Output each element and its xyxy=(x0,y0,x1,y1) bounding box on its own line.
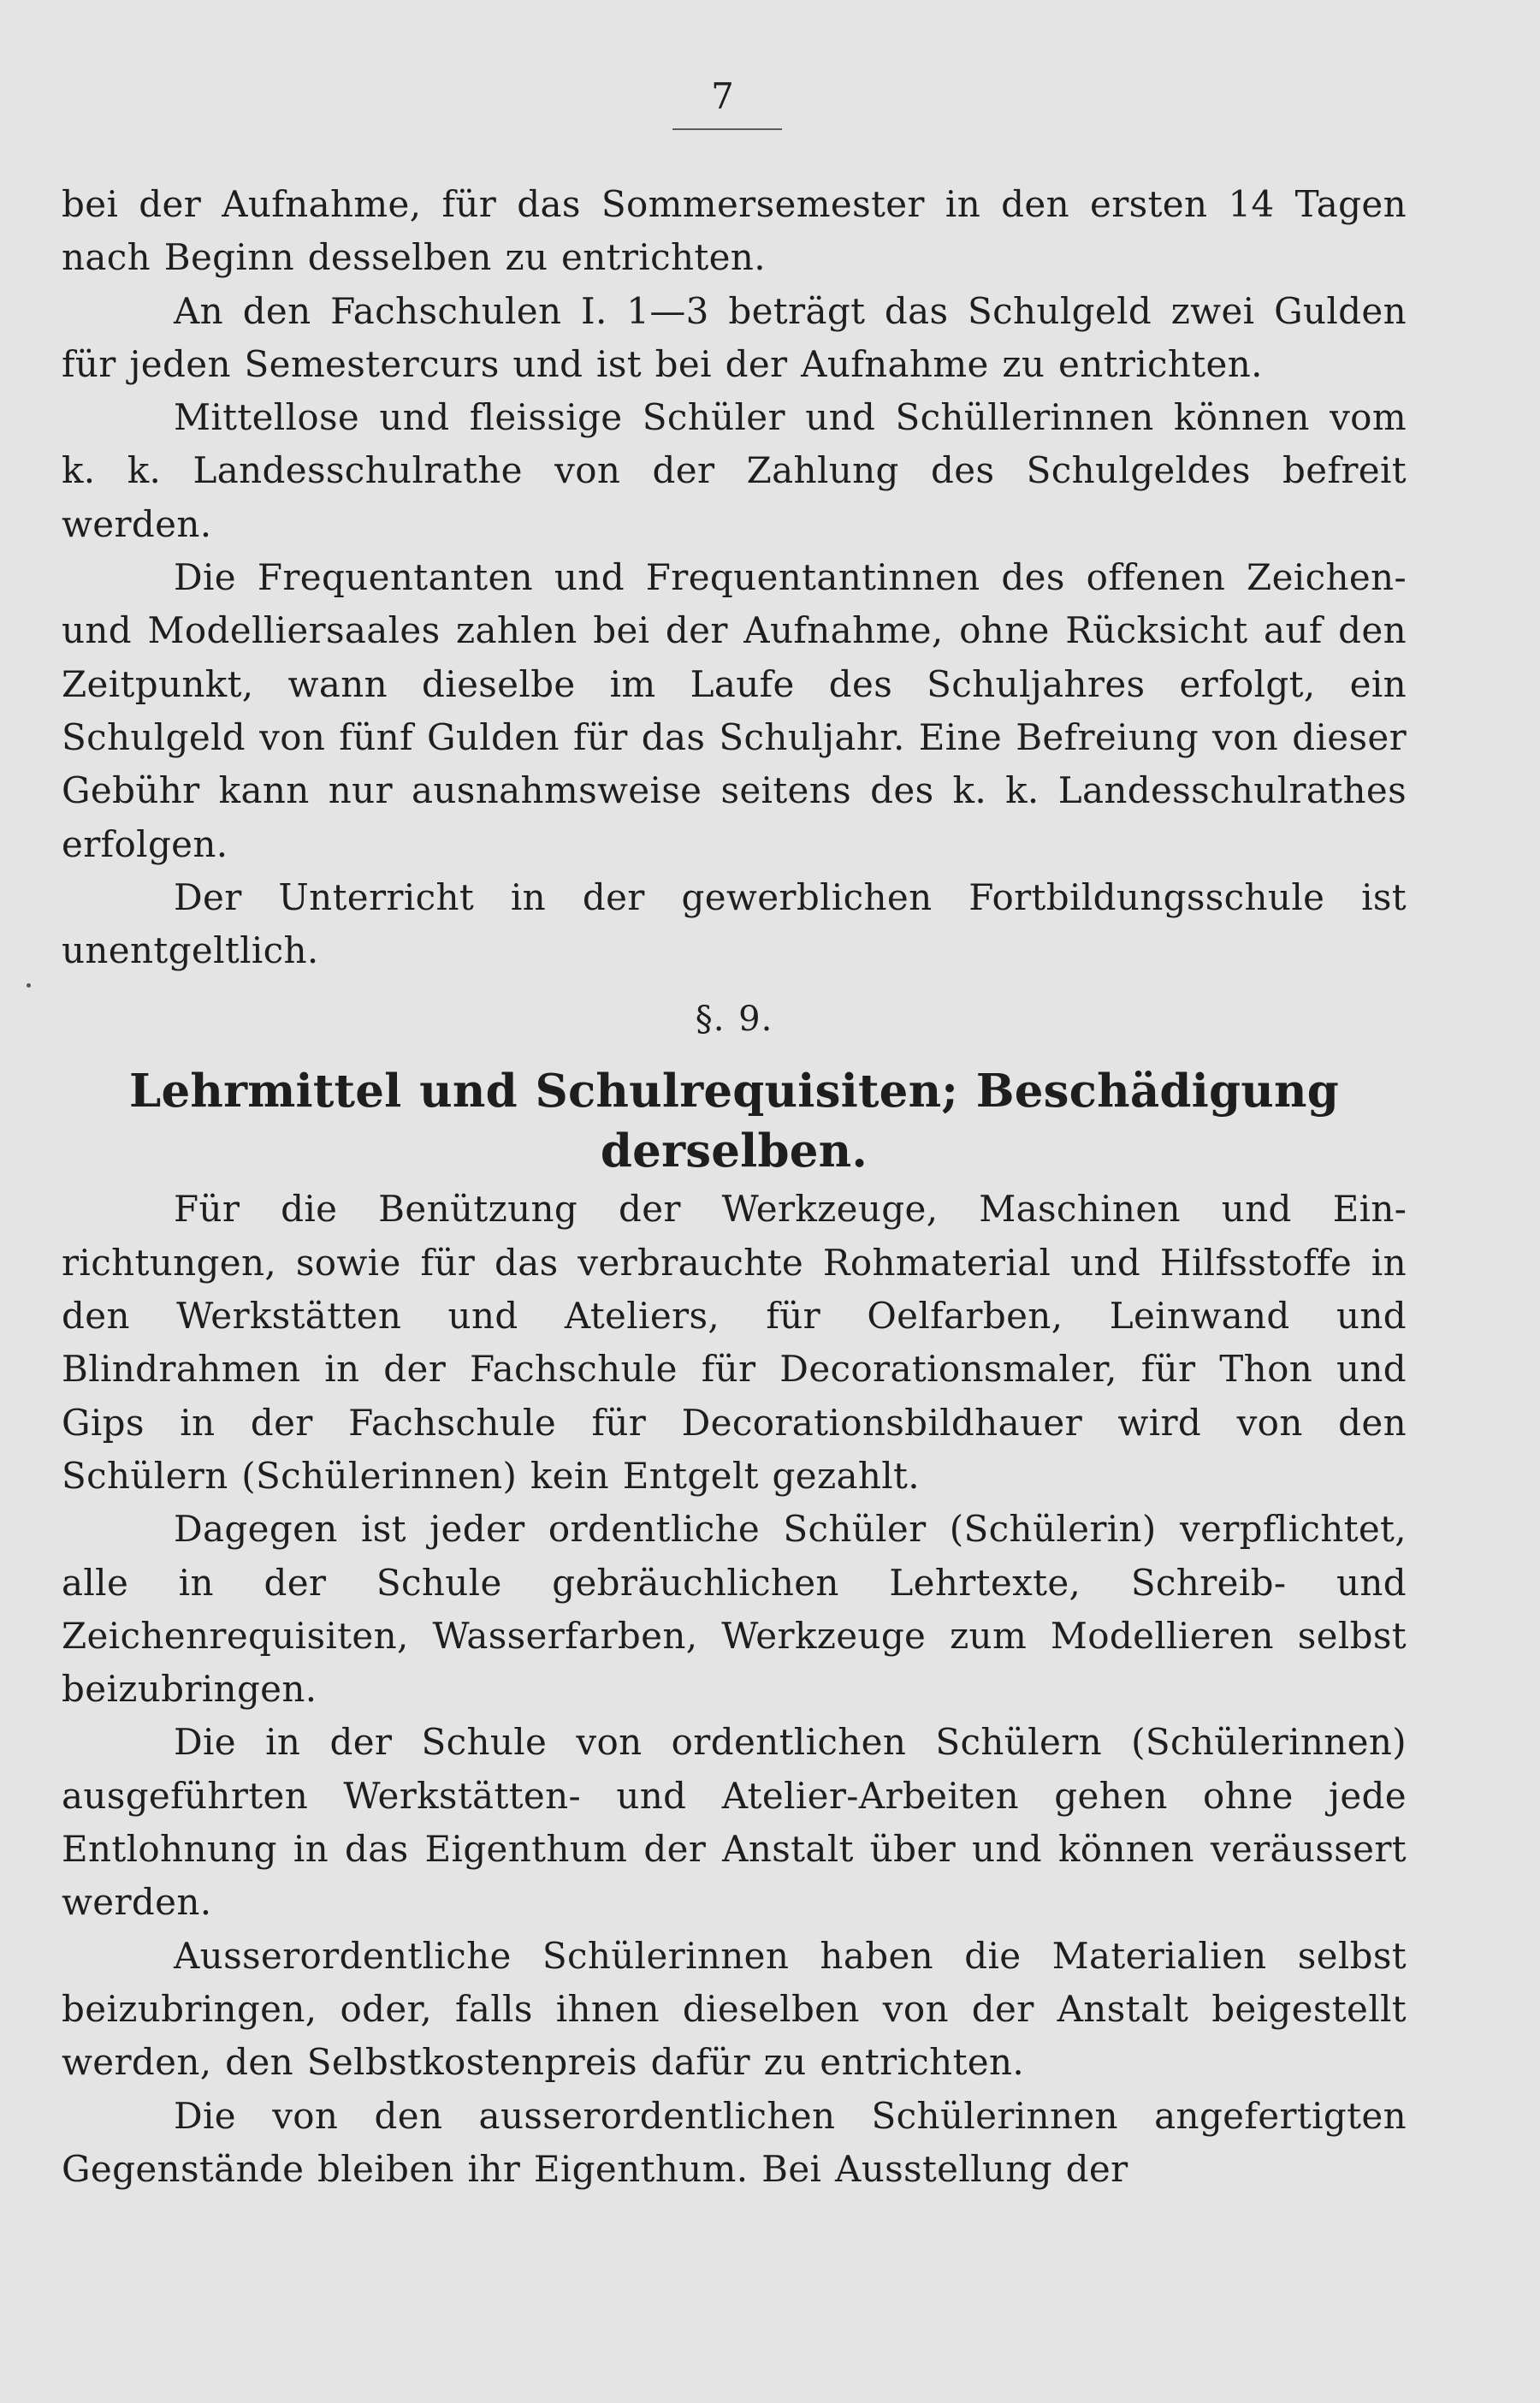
paragraph-school-fee: An den Fachschulen I. 1—3 beträgt das Schulgeld zwei Gulden für jeden Semestercurs und ist bei der Aufnahme zu entrichten. xyxy=(62,289,1407,385)
page-number: 7 xyxy=(711,75,735,117)
scan-speck xyxy=(27,983,31,988)
paragraph-extraordinary-materials: Ausserordentliche Schülerinnen haben die Materialien selbst beizubringen, oder, falls ihnen dieselben von der Anstalt beigestellt werden, den Selbstkostenpreis dafür zu entrichten. xyxy=(62,1934,1407,2084)
paragraph-use-of-tools: Für die Benützung der Werkzeuge, Maschinen und Einrichtungen, sowie für das verbrauchte Rohmaterial und Hilfsstoffe in den Werkstätten und Ateliers, für Oelfarben, Leinwand und Blindrahmen in der Fachschule für Decorationsmaler, für Thon und Gips in der Fachschule für Decorationsbildhauer wird von den Schülern (Schülerinnen) kein Entgelt gezahlt. xyxy=(62,1188,1407,1497)
paragraph-student-supplies: Dagegen ist jeder ordentliche Schüler (Schülerin) verpflichtet, alle in der Schule gebräuchlichen Lehrtexte, Schreib- und Zeichenrequisiten, Wasserfarben, Werkzeuge zum Modellieren selbst beizubringen. xyxy=(62,1508,1407,1711)
section-heading: Lehrmittel und Schulrequisiten; Beschädigung derselben. xyxy=(128,1065,1340,1178)
paragraph-open-drawing-hall: Die Frequentanten und Frequentantinnen des offenen Zeichen- und Modelliersaales zahlen bei der Aufnahme, ohne Rücksicht auf den Zeitpunkt, wann dieselbe im Laufe des Schuljahres erfolgt, ein Schulgeld von fünf Gulden für das Schuljahr. Eine Befreiung von dieser Gebühr kann nur ausnahmsweise seitens des k. k. Landesschulrathes erfolgen. xyxy=(62,556,1407,865)
paragraph-extraordinary-property: Die von den ausserordentlichen Schülerinnen angefertigten Gegenstände bleiben ihr Eigenthum. Bei Ausstellung der xyxy=(62,2094,1407,2190)
paragraph-continuation: bei der Aufnahme, für das Sommersemester in den ersten 14 Tagen nach Beginn desselben zu entrichten. xyxy=(62,183,1407,279)
page-number-rule xyxy=(672,128,782,130)
paragraph-workshop-works: Die in der Schule von ordentlichen Schülern (Schülerinnen) ausgeführten Werkstätten- und Atelier-Arbeiten gehen ohne jede Entlohnung in das Eigenthum der Anstalt über und können veräussert werden. xyxy=(62,1721,1407,1924)
section-label: §. 9. xyxy=(695,1000,773,1040)
paragraph-continuation-school: Der Unterricht in der gewerblichen Fortbildungsschule ist unentgeltlich. xyxy=(62,875,1407,972)
page-body xyxy=(62,178,1407,2196)
paragraph-fee-exemption: Mittellose und fleissige Schüler und Schüllerinnen können vom k. k. Landesschulrathe von der Zahlung des Schulgeldes befreit werden. xyxy=(62,396,1407,545)
